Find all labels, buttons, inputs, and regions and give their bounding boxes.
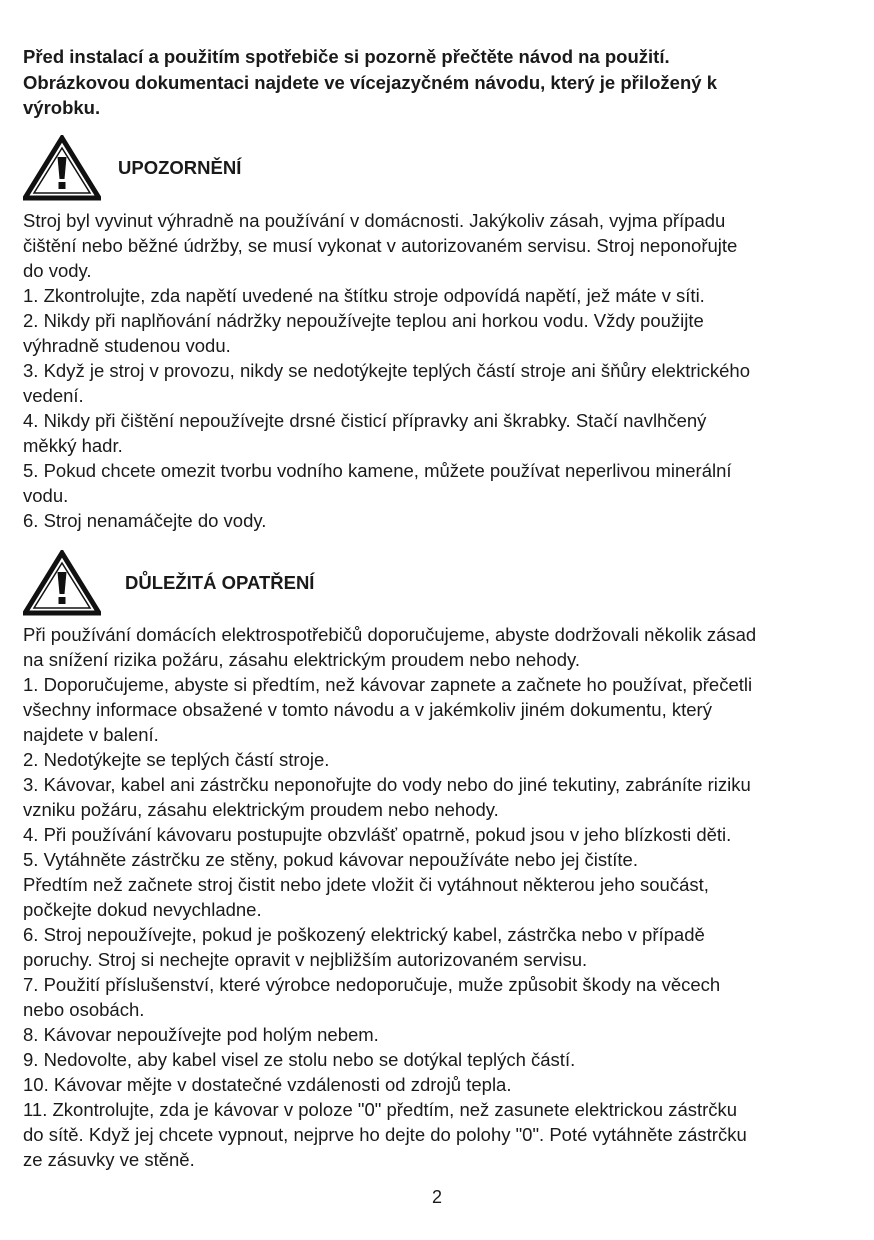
text-line: Stroj byl vyvinut výhradně na používání v domácnosti. Jakýkoliv zásah, vyjma případu bbox=[23, 209, 726, 231]
manual-page bbox=[23, 44, 858, 1172]
text-line: 4. Při používání kávovaru postupujte obzvlášť opatrně, pokud jsou v jeho blízkosti děti. bbox=[23, 823, 732, 845]
section-upozorneni-header bbox=[23, 135, 858, 201]
text-line: měkký hadr. bbox=[23, 434, 123, 456]
text-line: čištění nebo běžné údržby, se musí vykonat v autorizovaném servisu. Stroj neponořujte bbox=[23, 234, 738, 256]
section-upozorneni-body bbox=[23, 208, 858, 533]
text-line: všechny informace obsažené v tomto návodu a v jakémkoliv jiném dokumentu, který bbox=[23, 698, 712, 720]
warning-triangle-icon bbox=[23, 135, 101, 201]
intro-line: výrobku. bbox=[23, 97, 101, 118]
text-line: do sítě. Když jej chcete vypnout, nejprve ho dejte do polohy "0". Poté vytáhněte zástrčku bbox=[23, 1123, 747, 1145]
text-line: najdete v balení. bbox=[23, 723, 159, 745]
text-line: výhradně studenou vodu. bbox=[23, 334, 231, 356]
warning-triangle-icon bbox=[23, 550, 101, 616]
section-dulezita-opatreni-body bbox=[23, 622, 858, 1172]
page-number: 2 bbox=[431, 1187, 442, 1207]
text-line: 8. Kávovar nepoužívejte pod holým nebem. bbox=[23, 1023, 379, 1045]
section-title: DŮLEŽITÁ OPATŘENÍ bbox=[125, 571, 315, 593]
text-line: 1. Zkontrolujte, zda napětí uvedené na štítku stroje odpovídá napětí, jež máte v síti. bbox=[23, 284, 705, 306]
text-line: 10. Kávovar mějte v dostatečné vzdálenosti od zdrojů tepla. bbox=[23, 1073, 512, 1095]
text-line: 7. Použití příslušenství, které výrobce nedoporučuje, muže způsobit škody na věcech bbox=[23, 973, 721, 995]
text-line: 4. Nikdy při čištění nepoužívejte drsné čisticí přípravky ani škrabky. Stačí navlhčený bbox=[23, 409, 707, 431]
text-line: 5. Vytáhněte zástrčku ze stěny, pokud kávovar nepoužíváte nebo jej čistíte. bbox=[23, 848, 638, 870]
text-line: ze zásuvky ve stěně. bbox=[23, 1148, 195, 1170]
text-line: 6. Stroj nenamáčejte do vody. bbox=[23, 509, 267, 531]
text-line: Předtím než začnete stroj čistit nebo jdete vložit či vytáhnout některou jeho součást, bbox=[23, 873, 709, 895]
text-line: do vody. bbox=[23, 259, 92, 281]
text-line: 9. Nedovolte, aby kabel visel ze stolu nebo se dotýkal teplých částí. bbox=[23, 1048, 576, 1070]
section-title: UPOZORNĚNÍ bbox=[118, 156, 242, 178]
intro-paragraph bbox=[23, 44, 858, 121]
text-line: poruchy. Stroj si nechejte opravit v nejbližším autorizovaném servisu. bbox=[23, 948, 588, 970]
text-line: nebo osobách. bbox=[23, 998, 145, 1020]
text-line: Při používání domácích elektrospotřebičů doporučujeme, abyste dodržovali několik zásad bbox=[23, 623, 757, 645]
text-line: 3. Když je stroj v provozu, nikdy se nedotýkejte teplých částí stroje ani šňůry elektrického bbox=[23, 359, 750, 381]
text-line: 11. Zkontrolujte, zda je kávovar v poloze "0" předtím, než zasunete elektrickou zástrčku bbox=[23, 1098, 738, 1120]
text-line: vzniku požáru, zásahu elektrickým proudem nebo nehody. bbox=[23, 798, 499, 820]
text-line: vodu. bbox=[23, 484, 69, 506]
text-line: 2. Nikdy při naplňování nádržky nepoužívejte teplou ani horkou vodu. Vždy použijte bbox=[23, 309, 704, 331]
text-line: 6. Stroj nepoužívejte, pokud je poškozený elektrický kabel, zástrčka nebo v případě bbox=[23, 923, 705, 945]
intro-line: Před instalací a použitím spotřebiče si pozorně přečtěte návod na použití. bbox=[23, 46, 670, 67]
text-line: 1. Doporučujeme, abyste si předtím, než kávovar zapnete a začnete ho používat, přečetli bbox=[23, 673, 753, 695]
section-dulezita-opatreni-header bbox=[23, 550, 858, 616]
text-line: 5. Pokud chcete omezit tvorbu vodního kamene, můžete používat neperlivou minerální bbox=[23, 459, 732, 481]
intro-line: Obrázkovou dokumentaci najdete ve vícejazyčném návodu, který je přiložený k bbox=[23, 71, 717, 93]
text-line: 3. Kávovar, kabel ani zástrčku neponořujte do vody nebo do jiné tekutiny, zabráníte riziku bbox=[23, 773, 751, 795]
text-line: počkejte dokud nevychladne. bbox=[23, 898, 262, 920]
text-line: na snížení rizika požáru, zásahu elektrickým proudem nebo nehody. bbox=[23, 648, 581, 670]
text-line: 2. Nedotýkejte se teplých částí stroje. bbox=[23, 748, 330, 770]
text-line: vedení. bbox=[23, 384, 84, 406]
